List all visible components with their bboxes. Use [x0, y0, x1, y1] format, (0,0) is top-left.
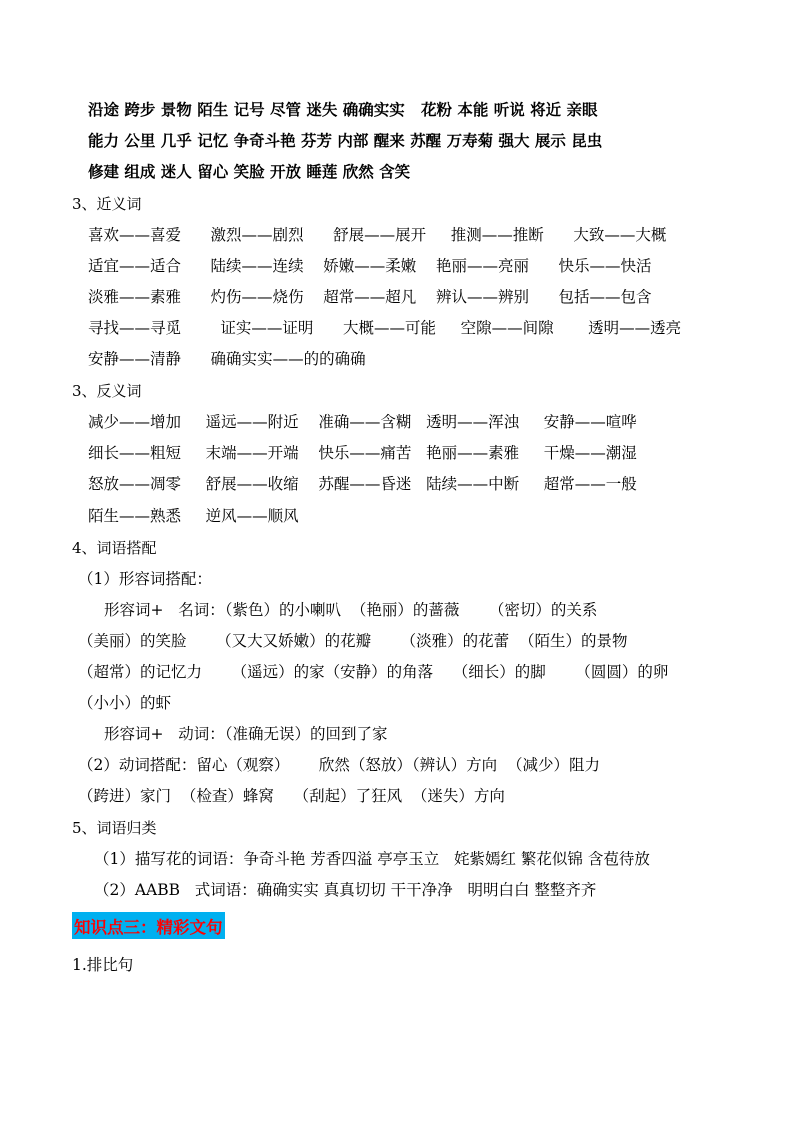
- flower-words-row: （1）描写花的词语：争奇斗艳 芳香四溢 亭亭玉立 姹紫嫣红 繁花似锦 含苞待放: [94, 850, 650, 868]
- antonym-row-4: 陌生——熟悉 逆风——顺风: [88, 507, 299, 525]
- synonyms-heading: 3、近义词: [72, 195, 142, 213]
- parallelism-subheading: 1.排比句: [72, 956, 134, 974]
- antonyms-heading: 3、反义词: [72, 382, 142, 400]
- vocab-line-2: 能力 公里 几乎 记忆 争奇斗艳 芬芳 内部 醒来 苏醒 万寿菊 强大 展示 昆虫: [88, 131, 603, 150]
- aabb-words-row: （2）AABB 式词语：确确实实 真真切切 干干净净 明明白白 整整齐齐: [94, 881, 597, 899]
- adj-noun-row-3: （超常）的记忆力 （遥远）的家（安静）的角落 （细长）的脚 （圆圆）的卵: [78, 663, 669, 681]
- adj-noun-row-2: （美丽）的笑脸 （又大又娇嫩）的花瓣 （淡雅）的花蕾 （陌生）的景物: [78, 632, 628, 650]
- adj-verb-row: 形容词+ 动词：（准确无误）的回到了家: [104, 725, 388, 743]
- synonym-row-3: 淡雅——素雅 灼伤——烧伤 超常——超凡 辨认——辨别 包括——包含: [88, 288, 652, 306]
- synonym-row-4: 寻找——寻觅 证实——证明 大概——可能 空隙——间隙 透明——透亮: [88, 319, 682, 337]
- vocab-line-1: 沿途 跨步 景物 陌生 记号 尽管 迷失 确确实实 花粉 本能 听说 将近 亲眼: [88, 100, 598, 119]
- verb-collocation-row-1: （2）动词搭配：留心（观察） 欣然（怒放）（辨认）方向 （减少）阻力: [78, 756, 601, 774]
- synonym-row-1: 喜欢——喜爱 激烈——剧烈 舒展——展开 推测——推断 大致——大概: [88, 226, 667, 244]
- adj-noun-row-4: （小小）的虾: [78, 694, 172, 712]
- antonym-row-2: 细长——粗短 末端——开端 快乐——痛苦 艳丽——素雅 干燥——潮湿: [88, 444, 637, 462]
- verb-collocation-row-2: （跨进）家门 （检查）蜂窝 （刮起）了狂风 （迷失）方向: [78, 787, 505, 805]
- synonym-row-5: 安静——清静 确确实实——的的确确: [88, 350, 366, 368]
- adj-noun-row-1: 形容词+ 名词：（紫色）的小喇叭 （艳丽）的蔷薇 （密切）的关系: [104, 601, 598, 619]
- antonym-row-3: 怒放——凋零 舒展——收缩 苏醒——昏迷 陆续——中断 超常——一般: [88, 475, 637, 493]
- antonym-row-1: 减少——增加 遥远——附近 准确——含糊 透明——浑浊 安静——喧哗: [88, 413, 637, 431]
- classification-heading: 5、词语归类: [72, 819, 157, 837]
- adjective-collocation-heading: （1）形容词搭配：: [78, 570, 212, 588]
- synonym-row-2: 适宜——适合 陆续——连续 娇嫩——柔嫩 艳丽——亮丽 快乐——快活: [88, 257, 652, 275]
- collocation-heading: 4、词语搭配: [72, 539, 157, 557]
- vocab-line-3: 修建 组成 迷人 留心 笑脸 开放 睡莲 欣然 含笑: [88, 162, 411, 181]
- section-title: 知识点三：精彩文句: [72, 912, 225, 939]
